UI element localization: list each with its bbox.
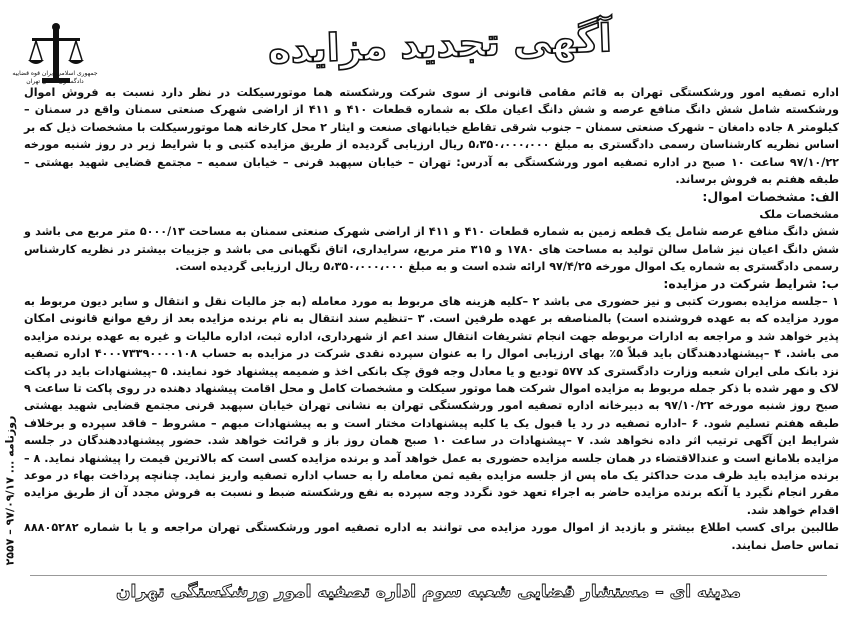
section-b-title: ب: شرایط شرکت در مزایده:: [663, 276, 839, 292]
title-banner: [250, 4, 630, 84]
notice-body: [24, 84, 839, 570]
closing-paragraph: طالبین برای کسب اطلاع بیشتر و بازدید از اموال مورد مزایده می توانند به اداره تصفیه امور ورشکستگی تهران مراجعه و یا با شماره ۸۸۸۰۵۲۸۲ تماس حاصل نمایند.: [24, 521, 839, 552]
footer-divider: [30, 575, 827, 576]
section-b-paragraph: ۱ –جلسه مزایده بصورت کتبی و نیز حضوری می باشد ۲ –کلیه هزینه های مربوط به مورد معامله (به جز مالیات نقل و انتقال و سایر دیون مربوط به مورد مزایده که به عهده فروشنده است) بالمناصفه بر عهده طرفین است. ۳ –تنظیم سند انتقال به نام برنده مزایده بعد از رفع موانع قانونی امکان پذیر خواهد شد و مراجعه به ادارات مربوطه جهت انجام تشریفات انتقال سند اعم از شهرداری، اداره ثبت، اداره مالیات و غیره به عهده برنده مزایده می باشد. ۴ –پیشنهاددهندگان باید قبلاً ۵٪ بهای ارزیابی اموال را به عنوان سپرده نقدی شرکت در مزایده به حساب ۴۰۰۰۷۳۳۹۰۰۰۰۱۰۸ اداره تصفیه نزد بانک ملی ایران شعبه وزارت دادگستری کد ۵۷۷ تودیع و یا معادل وجه فوق چک بانکی اخذ و ضمیمه پیشنهاد خود نمایند. ۵ –پیشنهادات باید در پاکت لاک و مهر شده با ذکر جمله مربوط به مزایده اموال شرکت هما موتور سیکلت و مشخصات کامل و محل اقامت پیشنهاد دهنده در روی پاکت تا ساعت ۹ صبح روز شنبه مورخه ۹۷/۱۰/۲۲ به دبیرخانه اداره تصفیه امور ورشکستگی تهران به نشانی تهران خیابان سپهبد قرنی مجتمع قضایی شهید بهشتی طبقه هفتم تسلیم شود. ۶ –اداره تصفیه در رد یا قبول یک یا کلیه پیشنهادات مختار است و به پیشنهادات مبهم – مشروط – فاقد سپرده و برخلاف شرایط این آگهی ترتیب اثر داده نخواهد شد. ۷ –پیشنهادات در ساعت ۱۰ صبح همان روز باز و قرائت خواهد شد. حضور پیشنهاددهندگان در جلسه مزایده بلامانع است و عندالاقتضاء در همان جلسه مزایده حضوری به عمل خواهد آمد و برنده مزایده کسی است که بالاترین قیمت را پیشنهاد نماید. ۸ –برنده مزایده باید ظرف مدت حداکثر یک ماه پس از جلسه مزایده بقیه ثمن معامله را به حساب اداره تصفیه واریز نماید. چنانچه پرداخت بهاء در موعد مقرر انجام نگیرد یا آنکه برنده مزایده حاضر به اجراء تعهد خود نگردد وجه سپرده به نفع ورشکسته ضبط و نسبت به فروش مجدد آن از طریق مزایده اقدام خواهد شد.: [24, 294, 840, 517]
emblem-caption: جمهوری اسلامی ایران قوه قضاییه دادگستری استان تهران: [12, 70, 98, 85]
section-a-paragraph: شش دانگ منافع عرصه شامل یک قطعه زمین به شماره قطعات ۴۱۰ و ۴۱۱ از اراضی شهرک صنعتی سمنان به مساحت ۵۰۰۰/۱۳ متر مربع می باشد و شش دانگ اعیان نیز شامل سالن تولید به مساحت های ۱۷۸۰ و ۳۱۵ متر مربع، سرایداری، اتاق نگهبانی می باشد و جزییات بیشتر در نظریه کارشناس رسمی دادگستری به شماره یک اموال مورخه ۹۷/۴/۲۵ ارائه شده است و به مبلغ ۵،۳۵۰،۰۰۰،۰۰۰ ریال ارزیابی گردیده است.: [24, 225, 839, 274]
section-a-subtitle: مشخصات ملک: [759, 207, 839, 221]
section-a-title: الف: مشخصات اموال:: [702, 189, 839, 205]
side-strip: [2, 360, 18, 620]
side-strip-text: روزنامه ... ۹۷/۰۹/۱۷ – ۲۵۵۷: [3, 415, 17, 565]
intro-paragraph: اداره تصفیه امور ورشکستگی تهران به قائم مقامی قانونی از سوی شرکت ورشکسته هما موتورسیکلت در نظر دارد نسبت به فروش اموال ورشکسته شامل شش دانگ منافع عرصه و شش دانگ اعیان ملک به شماره قطعات ۴۱۰ و ۴۱۱ از اراضی شهرک صنعتی سمنان واقع در سمنان – کیلومتر ۸ جاده دامغان – شهرک صنعتی سمنان – جنوب شرقی تقاطع خیابانهای صنعت و ایثار ۲ محل کارخانه هما موتورسیکلت با مشخصات ذیل که بر اساس نظریه کارشناسان رسمی دادگستری به مبلغ ۵،۳۵۰،۰۰۰،۰۰۰ ریال ارزیابی گردیده از طریق مزایده کتبی و با شرایط زیر در روز شنبه مورخه ۹۷/۱۰/۲۲ ساعت ۱۰ صبح در اداره تصفیه امور ورشکستگی به آدرس: تهران – خیابان سپهبد قرنی – خیابان سمیه – مجتمع قضایی شهید بهشتی – طبقه هفتم به فروش برساند.: [24, 86, 840, 187]
signature-line: مدینه ای – مستشار قضایی شعبه سوم اداره تصفیه امور ورشکستگی تهران: [110, 582, 747, 612]
notice-title: آگهی تجدید مزایده: [267, 16, 613, 72]
